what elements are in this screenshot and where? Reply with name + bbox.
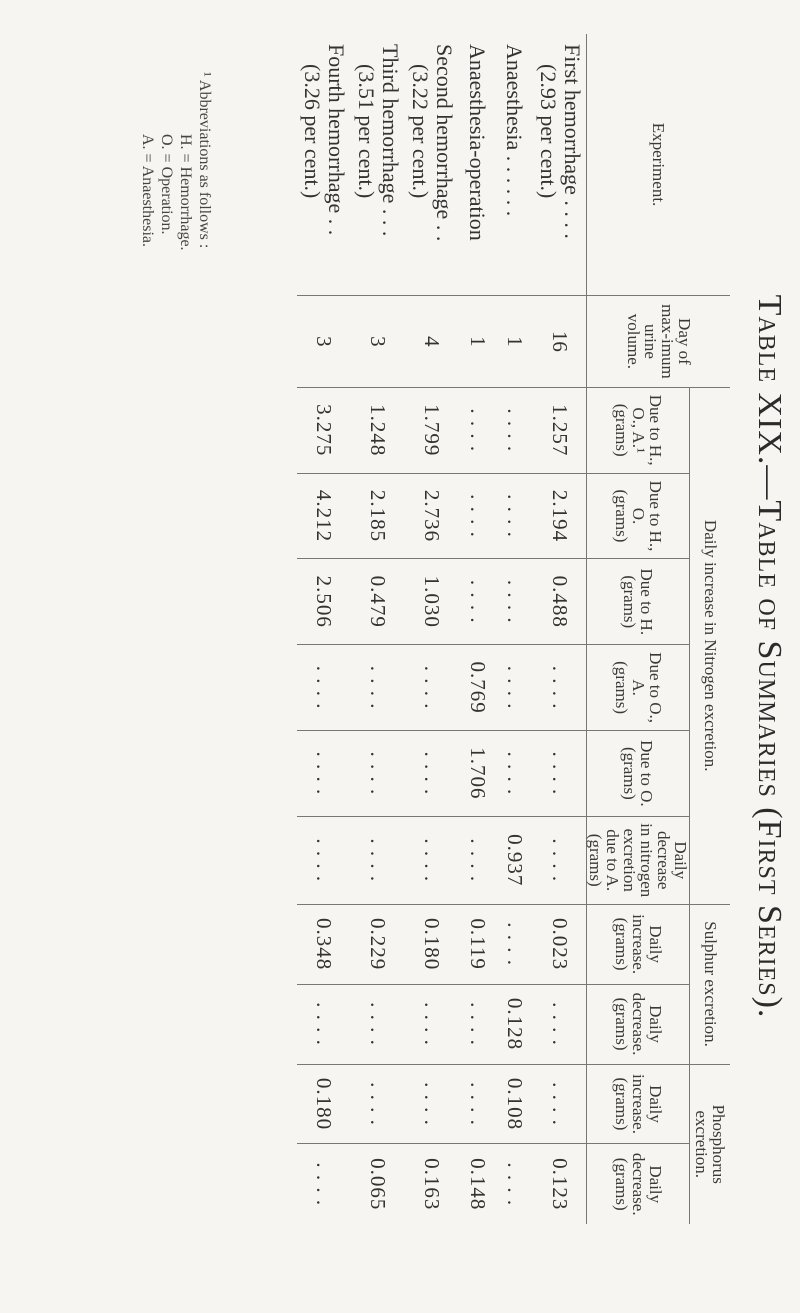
table-row <box>533 34 587 1224</box>
experiment-percent: (3.22 per cent.) <box>408 64 433 199</box>
value-cell: 0.128 <box>496 984 533 1064</box>
header-col: Daily increase. (grams) <box>587 904 690 984</box>
value-cell: 3.275 <box>297 387 351 473</box>
experiment-name: Anaesthesia-operation <box>465 44 491 241</box>
day-cell: 1 <box>459 296 496 388</box>
value-cell: . . . . <box>533 1064 587 1144</box>
experiment-cell <box>533 34 587 296</box>
value-cell: . . . . <box>533 816 587 904</box>
header-experiment: Experiment. <box>587 34 730 296</box>
value-cell: . . . . <box>496 645 533 731</box>
value-cell: . . . . <box>351 645 405 731</box>
value-cell: . . . . <box>459 984 496 1064</box>
value-cell: 1.799 <box>405 387 459 473</box>
experiment-name: Third hemorrhage . . . <box>378 44 403 237</box>
value-cell: 0.148 <box>466 1158 490 1211</box>
value-cell: . . . . <box>351 730 405 816</box>
table-row <box>405 34 459 1224</box>
value-cell: 0.348 <box>297 904 351 984</box>
value-cell: . . . . <box>496 387 533 473</box>
experiment-name: First hemorrhage . . . . <box>559 44 585 239</box>
experiment-name: Fourth hemorrhage . . <box>324 44 349 236</box>
value-cell: 0.488 <box>533 559 587 645</box>
summary-table <box>297 34 730 1224</box>
header-day-max-urine: Day of max-imum urine volume. <box>587 296 730 388</box>
value-cell: . . . . <box>297 984 351 1064</box>
header-col: Due to H. (grams) <box>587 559 690 645</box>
value-cell: 0.937 <box>496 816 533 904</box>
value-cell: . . . . <box>405 645 459 731</box>
value-cell: . . . . <box>405 984 459 1064</box>
value-cell: 0.769 <box>459 645 496 731</box>
value-cell: . . . . <box>503 1162 527 1207</box>
value-cell: . . . . <box>496 730 533 816</box>
header-col: Due to O., A. (grams) <box>587 645 690 731</box>
value-cell: . . . . <box>351 816 405 904</box>
footnote-item: O. = Operation. <box>158 134 175 235</box>
value-cell: 0.123 <box>548 1158 573 1211</box>
header-col: Daily decrease. (grams) <box>612 1152 665 1216</box>
value-cell: 0.065 <box>366 1158 391 1211</box>
day-cell: 3 <box>351 296 405 388</box>
value-cell: 0.163 <box>420 1158 445 1211</box>
value-cell: . . . . <box>533 645 587 731</box>
header-phosphorus-group: Phosphorus excretion. <box>692 1104 729 1184</box>
experiment-cell <box>496 34 533 296</box>
value-cell: . . . . <box>405 816 459 904</box>
day-cell: 3 <box>297 296 351 388</box>
footnote-lead: ¹ Abbreviations as follows : <box>196 72 213 249</box>
header-col: Due to O. (grams) <box>587 730 690 816</box>
value-cell: . . . . <box>405 1064 459 1144</box>
value-cell: 4.212 <box>297 473 351 559</box>
table-row <box>496 34 533 1224</box>
value-cell: . . . . <box>351 984 405 1064</box>
table-row <box>351 34 405 1224</box>
table-row <box>297 34 351 1224</box>
value-cell: . . . . <box>312 1162 337 1207</box>
value-cell: . . . . <box>533 730 587 816</box>
header-col: Due to H., O. (grams) <box>587 473 690 559</box>
day-cell: 4 <box>405 296 459 388</box>
day-cell: 16 <box>533 296 587 388</box>
header-sulphur-group: Sulphur excretion. <box>690 904 730 1064</box>
value-cell: . . . . <box>459 1064 496 1144</box>
experiment-percent: (2.93 per cent.) <box>535 64 561 199</box>
value-cell: . . . . <box>459 473 496 559</box>
header-col: Daily increase. (grams) <box>587 1064 690 1144</box>
value-cell: 2.194 <box>533 473 587 559</box>
value-cell: . . . . <box>459 816 496 904</box>
value-cell: 0.229 <box>351 904 405 984</box>
experiment-cell <box>405 34 459 296</box>
value-cell: 2.736 <box>405 473 459 559</box>
value-cell: 0.108 <box>496 1064 533 1144</box>
title-series: (First Series). <box>751 807 788 1019</box>
value-cell: 1.030 <box>405 559 459 645</box>
value-cell: 0.119 <box>459 904 496 984</box>
experiment-name: Anaesthesia . . . . . . <box>502 44 528 217</box>
footnote <box>138 72 214 251</box>
footnote-item: H. = Hemorrhage. <box>177 134 194 251</box>
header-col: Due to H., O., A.¹ (grams) <box>587 387 690 473</box>
value-cell: 1.257 <box>533 387 587 473</box>
table-row <box>459 34 496 1224</box>
experiment-cell <box>297 34 351 296</box>
value-cell: . . . . <box>297 816 351 904</box>
title-main: Table XIX.—Table of Summaries <box>751 294 788 798</box>
value-cell: 1.248 <box>351 387 405 473</box>
header-col: Daily decrease. (grams) <box>587 984 690 1064</box>
footnote-item: A. = Anaesthesia. <box>139 134 156 247</box>
day-cell: 1 <box>496 296 533 388</box>
value-cell: . . . . <box>459 387 496 473</box>
value-cell: . . . . <box>533 984 587 1064</box>
value-cell: 2.185 <box>351 473 405 559</box>
value-cell: . . . . <box>496 473 533 559</box>
value-cell: 0.023 <box>533 904 587 984</box>
value-cell: 0.180 <box>297 1064 351 1144</box>
experiment-percent: (3.51 per cent.) <box>354 64 379 199</box>
value-cell: 1.706 <box>459 730 496 816</box>
header-col: Daily decrease in nitrogen excretion due to A. (grams) <box>587 816 690 904</box>
value-cell: . . . . <box>351 1064 405 1144</box>
value-cell: . . . . <box>405 730 459 816</box>
value-cell: . . . . <box>459 559 496 645</box>
value-cell: . . . . <box>496 904 533 984</box>
value-cell: 0.479 <box>351 559 405 645</box>
value-cell: . . . . <box>496 559 533 645</box>
value-cell: 0.180 <box>405 904 459 984</box>
experiment-cell <box>459 34 496 296</box>
experiment-percent: (3.26 per cent.) <box>300 64 325 199</box>
value-cell: . . . . <box>297 645 351 731</box>
experiment-cell <box>351 34 405 296</box>
table-title <box>750 0 788 1313</box>
experiment-name: Second hemorrhage . . <box>432 44 457 242</box>
value-cell: 2.506 <box>297 559 351 645</box>
value-cell: . . . . <box>297 730 351 816</box>
header-nitrogen-group: Daily increase in Nitrogen excretion. <box>690 387 730 904</box>
